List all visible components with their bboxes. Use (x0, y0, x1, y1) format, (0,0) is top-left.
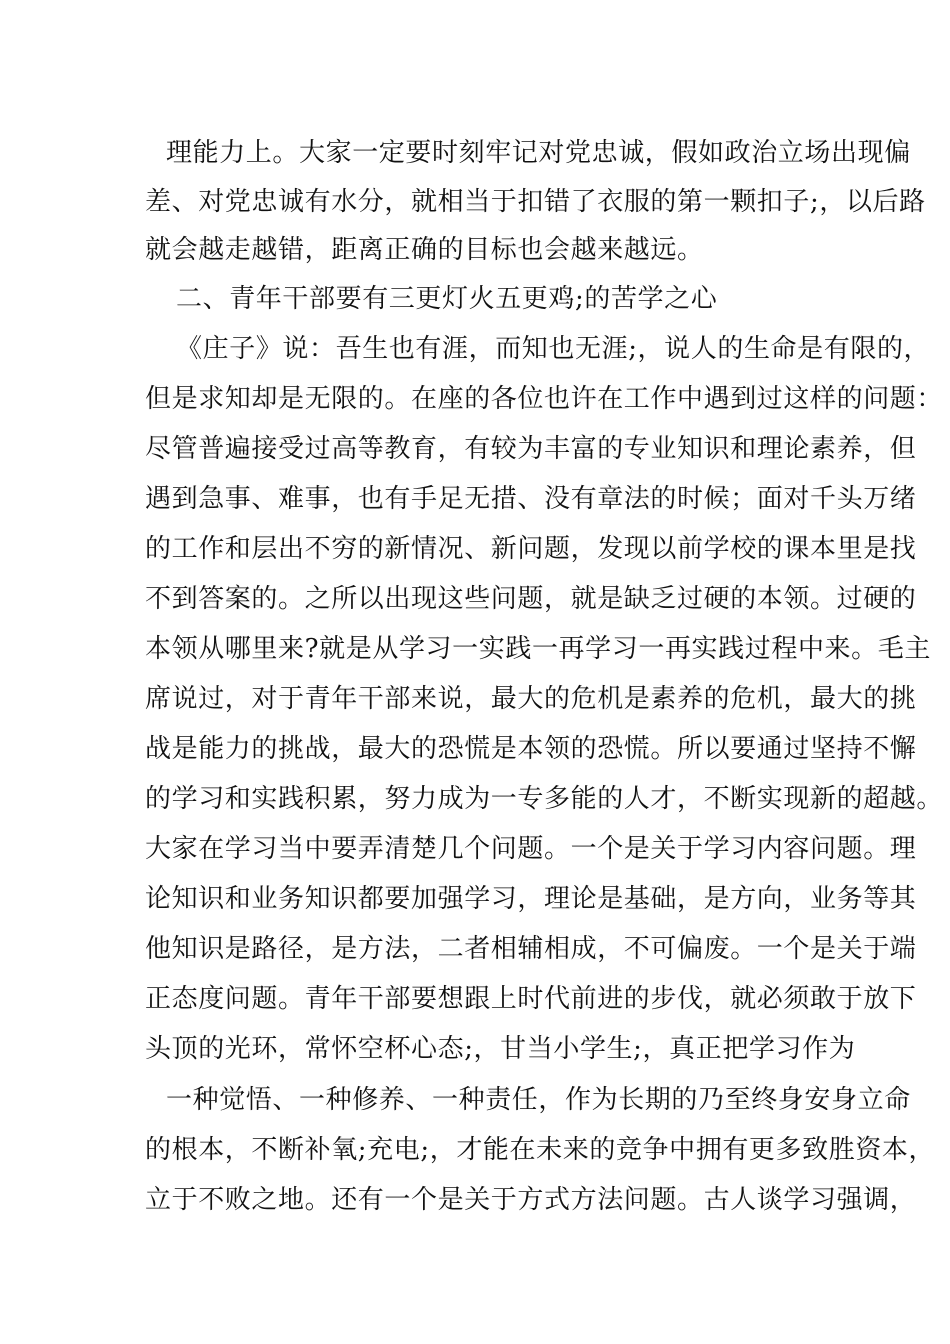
text-line: 尽管普遍接受过高等教育，有较为丰富的专业知识和理论素养，但 (145, 434, 917, 464)
text-line: 大家在学习当中要弄清楚几个问题。一个是关于学习内容问题。理 (145, 834, 917, 864)
text-line: 遇到急事、难事，也有手足无措、没有章法的时候；面对千头万绪 (145, 484, 917, 514)
text-line: 不到答案的。之所以出现这些问题，就是缺乏过硬的本领。过硬的 (145, 584, 917, 614)
text-line: 差、对党忠诚有水分，就相当于扣错了衣服的第一颗扣子;，以后路 (145, 187, 926, 217)
text-line: 论知识和业务知识都要加强学习，理论是基础，是方向，业务等其 (145, 884, 917, 914)
text-line: 立于不败之地。还有一个是关于方式方法问题。古人谈学习强调， (145, 1185, 917, 1215)
text-line: 理能力上。大家一定要时刻牢记对党忠诚，假如政治立场出现偏 (166, 138, 911, 168)
text-line: 战是能力的挑战，最大的恐慌是本领的恐慌。所以要通过坚持不懈 (145, 734, 917, 764)
text-line: 的学习和实践积累，努力成为一专多能的人才，不断实现新的超越。 (145, 784, 944, 814)
text-line: 一种觉悟、一种修养、一种责任，作为长期的乃至终身安身立命 (166, 1085, 911, 1115)
text-line: 席说过，对于青年干部来说，最大的危机是素养的危机，最大的挑 (145, 684, 917, 714)
text-line: 本领从哪里来?就是从学习一实践一再学习一再实践过程中来。毛主 (145, 634, 931, 664)
text-line: 他知识是路径，是方法，二者相辅相成，不可偏废。一个是关于端 (145, 934, 917, 964)
text-line: 的工作和层出不穷的新情况、新问题，发现以前学校的课本里是找 (145, 534, 917, 564)
text-line: 就会越走越错，距离正确的目标也会越来越远。 (145, 235, 704, 265)
section-heading: 二、青年干部要有三更灯火五更鸡;的苦学之心 (176, 284, 718, 314)
text-line: 正态度问题。青年干部要想跟上时代前进的步伐，就必须敢于放下 (145, 984, 917, 1014)
text-line: 的根本，不断补氧;充电;，才能在未来的竞争中拥有更多致胜资本， (145, 1135, 936, 1165)
text-line: 但是求知却是无限的。在座的各位也许在工作中遇到过这样的问题： (145, 384, 944, 414)
text-line: 《庄子》说：吾生也有涯，而知也无涯;，说人的生命是有限的， (176, 334, 931, 364)
text-line: 头顶的光环，常怀空杯心态;，甘当小学生;，真正把学习作为 (145, 1034, 856, 1064)
